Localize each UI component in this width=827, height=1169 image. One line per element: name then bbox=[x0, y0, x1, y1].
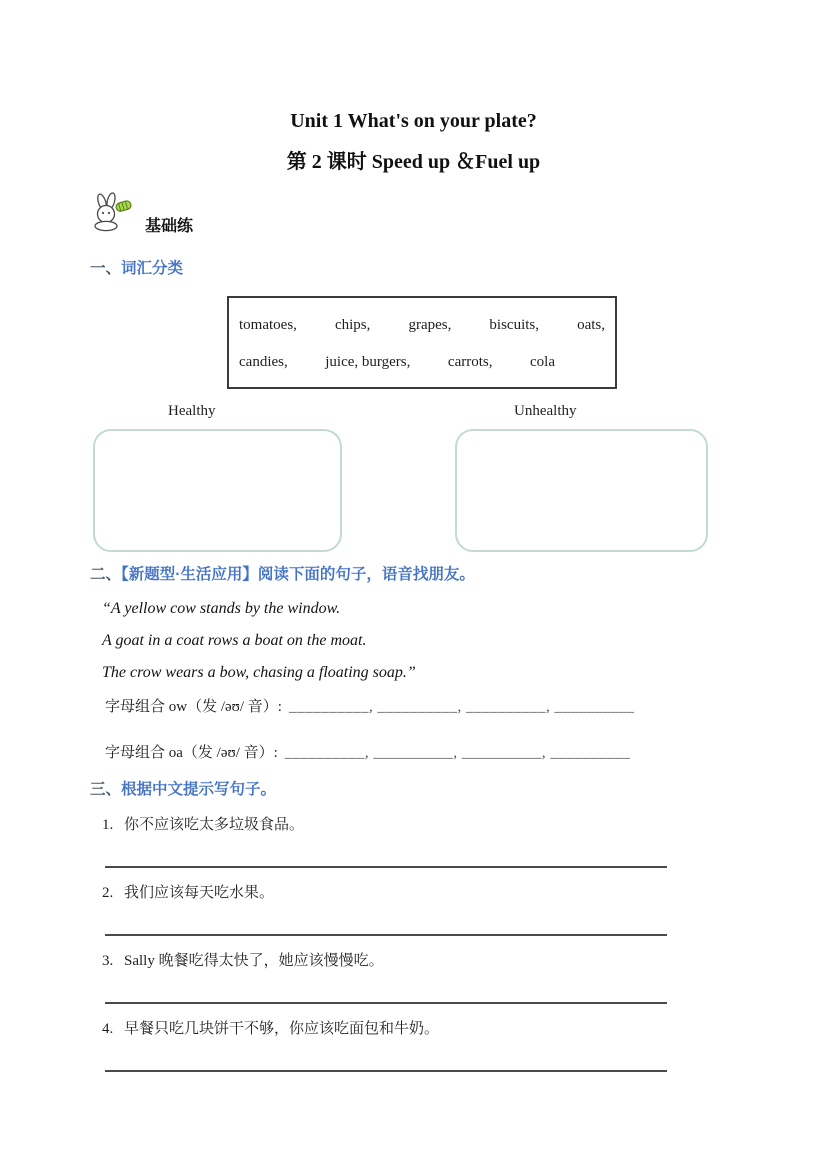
category-labels-row bbox=[90, 403, 737, 423]
category-box-healthy bbox=[93, 429, 342, 552]
phonics-row-oa bbox=[105, 741, 737, 762]
question-text: 你不应该吃太多垃圾食品。 bbox=[124, 817, 305, 833]
question-text: Sally 晚餐吃得太快了，她应该慢慢吃。 bbox=[124, 953, 384, 969]
question-text: 早餐只吃几块饼干不够，你应该吃面包和牛奶。 bbox=[124, 1021, 440, 1037]
category-box-unhealthy bbox=[455, 429, 708, 552]
section-3-heading bbox=[90, 780, 737, 800]
category-label-healthy: Healthy bbox=[168, 403, 216, 419]
section-1-number: 一、 bbox=[90, 260, 122, 277]
phonics-blanks-ow: __________, __________, __________, __________ bbox=[288, 699, 635, 715]
question-text: 我们应该每天吃水果。 bbox=[124, 885, 275, 901]
phonics-label-oa: 字母组合 oa（发 /əʊ/ 音）: bbox=[105, 745, 278, 761]
phonics-row-ow bbox=[105, 695, 737, 716]
word-bank-word: juice, burgers, bbox=[325, 354, 411, 370]
section-2-number: 二、 bbox=[90, 566, 122, 583]
phonics-label-ow: 字母组合 ow（发 /əʊ/ 音）: bbox=[105, 699, 282, 715]
question-number: 2. bbox=[102, 885, 114, 901]
answer-blank-line bbox=[105, 1070, 667, 1072]
lesson-subtitle: 第 2 课时 Speed up ＆Fuel up bbox=[286, 151, 541, 173]
poem-sentence: “A yellow cow stands by the window. bbox=[102, 600, 341, 617]
answer-blank-line bbox=[105, 1002, 667, 1004]
unit-title: Unit 1 What's on your plate? bbox=[290, 110, 537, 132]
category-boxes-row bbox=[90, 429, 737, 552]
poem-sentence: The crow wears a bow, chasing a floating soap.” bbox=[102, 664, 416, 681]
word-bank-word: candies, bbox=[239, 354, 288, 370]
answer-blank-line bbox=[105, 934, 667, 936]
question-item bbox=[102, 816, 737, 835]
word-bank-word: tomatoes, bbox=[239, 317, 297, 333]
section-2-title: 【新题型·生活应用】阅读下面的句子，语音找朋友。 bbox=[121, 566, 475, 583]
phonics-blanks-oa: __________, __________, __________, __________ bbox=[284, 745, 631, 761]
question-number: 4. bbox=[102, 1021, 114, 1037]
answer-blank-line bbox=[105, 866, 667, 868]
word-bank-box bbox=[227, 296, 617, 389]
word-bank-word: carrots, bbox=[447, 354, 493, 370]
category-label-unhealthy: Unhealthy bbox=[514, 403, 577, 419]
question-number: 1. bbox=[102, 817, 114, 833]
practice-level-label: 基础练 bbox=[145, 218, 194, 235]
section-1-title: 词汇分类 bbox=[121, 260, 184, 277]
question-item bbox=[102, 884, 737, 903]
question-item bbox=[102, 952, 737, 971]
word-bank-word: oats, bbox=[577, 317, 605, 333]
word-bank-word: cola bbox=[530, 354, 555, 370]
question-item bbox=[102, 1020, 737, 1039]
poem-sentence: A goat in a coat rows a boat on the moat. bbox=[102, 632, 367, 649]
section-2-heading bbox=[90, 565, 737, 585]
word-bank-word: chips, bbox=[334, 317, 371, 333]
word-bank-row bbox=[239, 344, 605, 381]
section-3-title: 根据中文提示写句子。 bbox=[121, 781, 277, 798]
word-bank-word: biscuits, bbox=[489, 317, 540, 333]
mascot-row bbox=[90, 197, 737, 237]
word-bank-word: grapes, bbox=[408, 317, 452, 333]
poem-block bbox=[102, 599, 737, 682]
rabbit-with-radish-icon bbox=[90, 192, 136, 237]
section-3-number: 三、 bbox=[90, 781, 122, 798]
word-bank-row bbox=[239, 307, 605, 344]
question-number: 3. bbox=[102, 953, 114, 969]
section-1-heading bbox=[90, 259, 737, 279]
